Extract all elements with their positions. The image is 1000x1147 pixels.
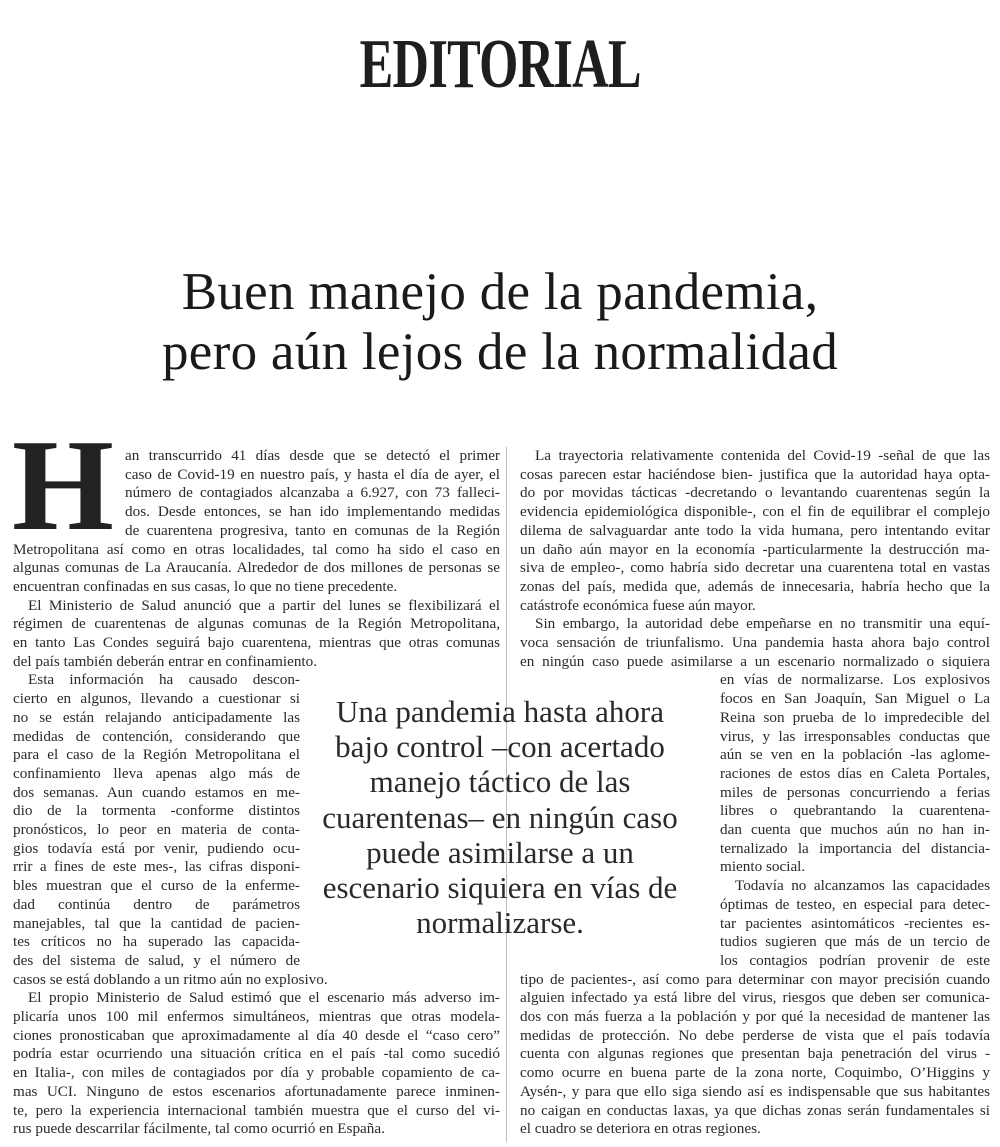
paragraph-line: no se están relajando anticipadamente las xyxy=(13,708,300,726)
paragraph-line: dad continúa dentro de parámetros xyxy=(13,895,300,913)
paragraph-line: do por movidas tácticas -decretando o levantando cuarentenas según la xyxy=(520,484,990,502)
paragraph-line: tar pacientes asintomáticos -recientes es- xyxy=(720,914,990,932)
paragraph-line: rrir a fines de este mes-, las cifras disponi- xyxy=(13,858,300,876)
paragraph-line: dan cuenta que muchos aún no han in- xyxy=(720,821,990,838)
paragraph-line: número de contagiados alcanzaba a 6.927, con 73 falleci- xyxy=(125,484,500,502)
paragraph-line: te, pero la experiencia internacional también muestra que el curso del vi- xyxy=(13,1101,500,1119)
paragraph-line: un daño aún mayor en la economía -particularmente la destrucción ma- xyxy=(520,540,990,558)
paragraph-line: raciones de estos días en Caleta Portales, xyxy=(720,764,990,782)
paragraph-line: el cuadro se deteriora en otras regiones. xyxy=(520,1120,761,1138)
headline xyxy=(0,262,1000,382)
paragraph-line: alguien infectado ya está libre del virus, riesgos que deben ser comunica- xyxy=(520,989,990,1007)
paragraph-line: dos. Desde entonces, se han ido implementando medidas xyxy=(125,503,500,521)
paragraph-line: virus, y las irresponsables conductas que xyxy=(720,727,990,745)
paragraph-line: evidencia epidemiológica disponible-, con el fin de equilibrar el complejo xyxy=(520,503,990,521)
headline-line: pero aún lejos de la normalidad xyxy=(162,323,838,381)
paragraph-line: ternalizado la importancia del distancia- xyxy=(720,839,990,857)
paragraph-line: zonas del país, medida que, además de innecesaria, habría hecho que la xyxy=(520,577,990,595)
paragraph-line: dilema de salvaguardar ante todo la vida humana, pero intentando evitar xyxy=(520,521,990,539)
paragraph-line: podría estar ocurriendo una situación crítica en el país -tal como sucedió xyxy=(13,1045,500,1063)
paragraph-line: voca sensación de triunfalismo. Una pandemia hasta ahora bajo control xyxy=(520,634,990,651)
paragraph-line: medidas de contención, considerando que xyxy=(13,727,300,745)
paragraph-line: dos con más fuerza a la población y por qué la necesidad de mantener las xyxy=(520,1008,990,1025)
paragraph-line: cuenta con algunas regiones que presentan baja penetración del virus - xyxy=(520,1045,990,1063)
paragraph-line: mas UCI. Ninguno de estos escenarios afortunadamente parece inminen- xyxy=(13,1082,500,1100)
paragraph-line: Metropolitana así como en otras localidades, tal como ha sido el caso en xyxy=(13,540,500,558)
paragraph-line: an transcurrido 41 días desde que se detectó el primer xyxy=(125,447,500,464)
paragraph-line: encuentran confinadas en sus casas, lo que no tiene precedente. xyxy=(13,577,398,595)
pull-quote xyxy=(290,694,710,940)
paragraph-line: Reina son prueba de lo impredecible del xyxy=(720,708,990,726)
paragraph-line: Esta información ha causado descon- xyxy=(28,671,300,689)
paragraph-line: La trayectoria relativamente contenida del Covid-19 -señal de que las xyxy=(535,447,990,464)
paragraph-line: cierto en algunos, llevando a cuestionar si xyxy=(13,690,300,708)
paragraph-line: des del sistema de salud, y el número de xyxy=(13,951,300,969)
paragraph-line: casos se está doblando a un ritmo aún no explosivo. xyxy=(13,970,328,988)
paragraph-line: pronósticos, lo peor en materia de conta- xyxy=(13,821,300,838)
paragraph-line: como ocurre en buena parte de la zona norte, Coquimbo, O’Higgins y xyxy=(520,1064,990,1082)
paragraph-line: del país también deberán entrar en confinamiento. xyxy=(13,652,318,670)
paragraph-line: óptimas de testeo, en especial para detec- xyxy=(720,895,990,913)
paragraph-line: los contagios podrían provenir de este xyxy=(720,951,990,969)
paragraph-line: en ningún caso puede asimilarse a un escenario normalizado o siquiera xyxy=(520,652,990,670)
paragraph-line: tes críticos no ha superado las capacida- xyxy=(13,933,300,951)
paragraph-line: régimen de cuarentenas de algunas comunas de la Región Metropolitana, xyxy=(13,615,500,633)
paragraph-line: bles muestran que el curso de la enferme- xyxy=(13,877,300,895)
pull-quote-line: bajo control –con acertado xyxy=(335,729,665,765)
pull-quote-line: escenario siquiera en vías de xyxy=(322,870,678,906)
paragraph-line: caso de Covid-19 en nuestro país, y hasta el día de ayer, el xyxy=(125,465,500,483)
paragraph-line: dio de la tormenta -conforme distintos xyxy=(13,802,300,820)
paragraph-line: focos en San Joaquín, San Miguel o La xyxy=(720,690,990,708)
paragraph-line: aún se ven en la población -las aglome- xyxy=(720,746,990,764)
paragraph-line: en tanto Las Condes seguirá bajo cuarentena, mientras que otras comunas xyxy=(13,634,500,651)
section-label: EDITORIAL xyxy=(359,26,641,103)
paragraph-line: para el caso de la Región Metropolitana el xyxy=(13,746,300,764)
paragraph-line: manejables, tal que la cantidad de pacien- xyxy=(13,914,300,932)
pull-quote-line: cuarentenas– en ningún caso xyxy=(322,799,678,835)
paragraph-line: en vías de normalizarse. Los explosivos xyxy=(720,671,990,689)
paragraph-line: miles de personas concurriendo a ferias xyxy=(720,783,990,801)
paragraph-line: plicaría unos 100 mil enfermos simultáneos, mientras que otras modela- xyxy=(13,1008,500,1025)
paragraph-line: ciones pronosticaban que aproximadamente al día 40 desde el “caso cero” xyxy=(13,1026,500,1044)
paragraph-line: algunas comunas de La Araucanía. Alrededor de dos millones de personas se xyxy=(13,559,500,577)
pull-quote-line: normalizarse. xyxy=(416,905,584,941)
paragraph-line: rus puede descarrilar fácilmente, tal como ocurrió en España. xyxy=(13,1120,385,1138)
paragraph-line: catástrofe económica fuese aún mayor. xyxy=(520,596,756,614)
paragraph-line: no caigan en conductas laxas, ya que dichas zonas serán fundamentales si xyxy=(520,1101,990,1119)
paragraph-line: libres o quebrantando la cuarentena- xyxy=(720,802,990,820)
paragraph-line: medidas de protección. No debe perderse de vista que el país todavía xyxy=(520,1026,990,1044)
section-heading xyxy=(0,26,1000,103)
paragraph-line: de cuarentena progresiva, tanto en comunas de la Región xyxy=(125,521,500,539)
paragraph-line: El propio Ministerio de Salud estimó que el escenario más adverso im- xyxy=(28,989,500,1007)
headline-line: Buen manejo de la pandemia, xyxy=(181,263,819,321)
drop-cap: H xyxy=(12,413,114,558)
paragraph-line: cosas parecen estar haciéndose bien- justifica que la autoridad haya opta- xyxy=(520,465,990,483)
paragraph-line: tipo de pacientes-, así como para determinar con mayor precisión cuando xyxy=(520,970,990,988)
paragraph-line: siva de empleo-, como habría sido decretar una cuarentena total en vastas xyxy=(520,559,990,577)
paragraph-line: Aysén-, y para que ello siga siendo así es indispensable que sus habitantes xyxy=(520,1082,990,1100)
paragraph-line: dos semanas. Aun cuando estamos en me- xyxy=(13,783,300,801)
paragraph-line: gios todavía está por venir, pudiendo ocu- xyxy=(13,839,300,857)
paragraph-line: Sin embargo, la autoridad debe empeñarse en no transmitir una equí- xyxy=(535,615,990,633)
paragraph-line: en Italia-, con miles de contagiados por día y probable copamiento de ca- xyxy=(13,1064,500,1082)
pull-quote-line: Una pandemia hasta ahora xyxy=(336,694,664,729)
paragraph-line: miento social. xyxy=(720,858,806,876)
paragraph-line: Todavía no alcanzamos las capacidades xyxy=(735,877,990,895)
pull-quote-line: manejo táctico de las xyxy=(369,764,631,800)
pull-quote-line: puede asimilarse a un xyxy=(366,834,634,870)
paragraph-line: El Ministerio de Salud anunció que a partir del lunes se flexibilizará el xyxy=(28,596,500,614)
paragraph-line: tudios sugieren que más de un tercio de xyxy=(720,933,990,951)
paragraph-line: confinamiento lleva apenas algo más de xyxy=(13,764,300,782)
